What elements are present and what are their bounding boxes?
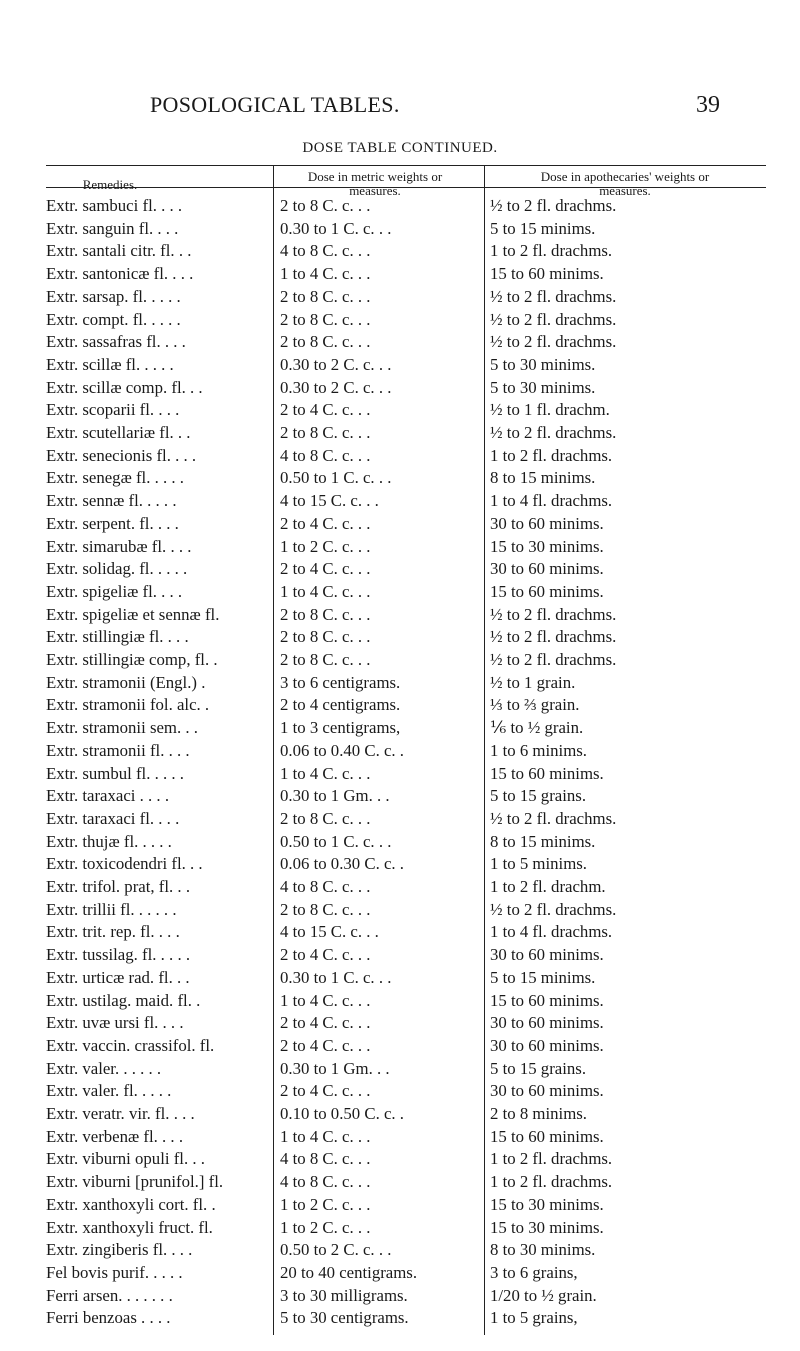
- table-row: [0, 1172, 800, 1192]
- table-row: [0, 1195, 800, 1215]
- table-title: DOSE TABLE CONTINUED.: [302, 140, 498, 156]
- metric-dose-cell: 2 to 4 centigrams.: [280, 695, 401, 715]
- running-title: POSOLOGICAL TABLES.: [150, 92, 400, 117]
- top-rule: [46, 165, 766, 166]
- running-header: [150, 92, 720, 119]
- apothecary-dose-cell: 2 to 8 minims.: [490, 1104, 587, 1123]
- table-row: [0, 514, 800, 534]
- remedy-cell: Extr. toxicodendri fl. . .: [46, 854, 203, 874]
- apothecary-dose-cell: ½ to 2 fl. drachms.: [490, 899, 617, 919]
- remedy-cell: Extr. scoparii fl. . . .: [46, 400, 180, 420]
- metric-dose-cell: 1 to 3 centigrams,: [280, 718, 401, 738]
- metric-dose-cell: 0.50 to 1 C. c. . .: [280, 831, 392, 851]
- apothecary-dose-cell: 15 to 60 minims.: [490, 990, 604, 1010]
- table-row: [0, 1081, 800, 1101]
- remedy-cell: Ferri arsen. . . . . . .: [46, 1285, 173, 1305]
- metric-dose-cell: 2 to 8 C. c. . .: [280, 423, 371, 442]
- apothecary-dose-cell: 15 to 60 minims.: [490, 1126, 604, 1146]
- apothecary-dose-cell: 30 to 60 minims.: [490, 945, 604, 965]
- metric-dose-cell: 3 to 30 milligrams.: [280, 1285, 408, 1305]
- metric-dose-cell: 0.30 to 1 Gm. . .: [280, 786, 390, 806]
- remedy-cell: Extr. sarsap. fl. . . . .: [46, 286, 181, 306]
- apothecary-dose-cell: 1 to 2 fl. drachms.: [490, 241, 613, 261]
- table-row: [0, 537, 800, 557]
- remedy-cell: Extr. sassafras fl. . . .: [46, 332, 186, 352]
- metric-dose-cell: 1 to 4 C. c. . .: [280, 264, 371, 284]
- remedy-cell: Extr. senecionis fl. . . .: [46, 445, 197, 465]
- remedy-cell: Extr. serpent. fl. . . .: [46, 513, 179, 533]
- table-row: [0, 559, 800, 579]
- apothecary-dose-cell: 30 to 60 minims.: [490, 513, 604, 533]
- table-row: [0, 991, 800, 1011]
- table-row: [0, 764, 800, 784]
- apothecary-dose-cell: 5 to 15 grains.: [490, 786, 587, 806]
- apothecary-dose-cell: ½ to 1 grain.: [490, 672, 576, 692]
- metric-dose-cell: 2 to 8 C. c. . .: [280, 650, 371, 669]
- apothecary-dose-cell: 8 to 15 minims.: [490, 468, 596, 488]
- apothecary-dose-cell: 1 to 2 fl. drachm.: [490, 877, 606, 896]
- metric-dose-cell: 20 to 40 centigrams.: [280, 1262, 418, 1282]
- table-row: [0, 196, 800, 216]
- remedy-cell: Extr. simarubæ fl. . . .: [46, 536, 192, 556]
- remedy-cell: Extr. stramonii fl. . . .: [46, 740, 190, 760]
- table-row: [0, 605, 800, 625]
- table-row: [0, 900, 800, 920]
- table-row: [0, 310, 800, 330]
- metric-dose-cell: 1 to 4 C. c. . .: [280, 1126, 371, 1146]
- remedy-cell: Extr. sennæ fl. . . . .: [46, 491, 177, 511]
- remedy-cell: Extr. santonicæ fl. . . .: [46, 264, 194, 284]
- header-metric: Dose in metric weights or measures.: [307, 169, 443, 198]
- remedy-cell: Extr. trillii fl. . . . . .: [46, 899, 177, 919]
- table-row: [0, 400, 800, 420]
- table-row: [0, 332, 800, 352]
- apothecary-dose-cell: 15 to 60 minims.: [490, 581, 604, 601]
- table-row: [0, 877, 800, 897]
- remedy-cell: Extr. taraxaci fl. . . .: [46, 808, 180, 828]
- apothecary-dose-cell: 1 to 2 fl. drachms.: [490, 445, 613, 465]
- table-row: [0, 1286, 800, 1306]
- table-row: [0, 1308, 800, 1328]
- remedy-cell: Extr. spigeliæ et sennæ fl.: [46, 604, 220, 624]
- metric-dose-cell: 2 to 8 C. c. . .: [280, 808, 371, 828]
- metric-dose-cell: 0.30 to 1 Gm. . .: [280, 1058, 390, 1078]
- remedy-cell: Extr. valer. . . . . .: [46, 1058, 162, 1078]
- metric-dose-cell: 3 to 6 centigrams.: [280, 672, 401, 692]
- page-number: 39: [696, 92, 720, 118]
- apothecary-dose-cell: ½ to 2 fl. drachms.: [490, 286, 617, 306]
- metric-dose-cell: 0.30 to 1 C. c. . .: [280, 967, 392, 987]
- apothecary-dose-cell: 5 to 30 minims.: [490, 377, 596, 397]
- metric-dose-cell: 4 to 8 C. c. . .: [280, 1149, 371, 1169]
- apothecary-dose-cell: ⅓ to ⅔ grain.: [490, 695, 580, 715]
- metric-dose-cell: 0.50 to 1 C. c. . .: [280, 468, 392, 488]
- metric-dose-cell: 1 to 2 C. c. . .: [280, 536, 371, 556]
- remedy-cell: Extr. xanthoxyli cort. fl. .: [46, 1194, 216, 1214]
- remedy-cell: Extr. senegæ fl. . . . .: [46, 468, 184, 488]
- remedy-cell: Extr. trifol. prat, fl. . .: [46, 877, 191, 896]
- remedy-cell: Extr. thujæ fl. . . . .: [46, 831, 172, 851]
- remedy-cell: Extr. stramonii sem. . .: [46, 718, 198, 738]
- metric-dose-cell: 2 to 8 C. c. . .: [280, 627, 371, 647]
- metric-dose-cell: 1 to 4 C. c. . .: [280, 581, 371, 601]
- apothecary-dose-cell: ½ to 2 fl. drachms.: [490, 604, 617, 624]
- metric-dose-cell: 2 to 4 C. c. . .: [280, 1013, 371, 1033]
- metric-dose-cell: 0.30 to 1 C. c. . .: [280, 218, 392, 238]
- table-row: [0, 695, 800, 715]
- apothecary-dose-cell: 5 to 15 minims.: [490, 218, 596, 238]
- header-apothecaries: Dose in apothecaries' weights or measures.: [540, 169, 710, 198]
- metric-dose-cell: 1 to 2 C. c. . .: [280, 1194, 371, 1214]
- table-row: [0, 1149, 800, 1169]
- table-row: [0, 809, 800, 829]
- table-row: [0, 1263, 800, 1283]
- apothecary-dose-cell: 8 to 30 minims.: [490, 1240, 596, 1260]
- apothecary-dose-cell: 30 to 60 minims.: [490, 559, 604, 579]
- metric-dose-cell: 2 to 4 C. c. . .: [280, 1035, 371, 1055]
- remedy-cell: Extr. vaccin. crassifol. fl.: [46, 1035, 215, 1055]
- table-row: [0, 468, 800, 488]
- remedy-cell: Extr. sanguin fl. . . .: [46, 218, 179, 238]
- metric-dose-cell: 2 to 8 C. c. . .: [280, 286, 371, 306]
- table-row: [0, 264, 800, 284]
- apothecary-dose-cell: 15 to 60 minims.: [490, 763, 604, 783]
- apothecary-dose-cell: 15 to 30 minims.: [490, 1194, 604, 1214]
- table-row: [0, 832, 800, 852]
- table-row: [0, 355, 800, 375]
- table-row: [0, 1013, 800, 1033]
- metric-dose-cell: 2 to 4 C. c. . .: [280, 945, 371, 965]
- apothecary-dose-cell: ⅙ to ½ grain.: [490, 718, 584, 738]
- metric-dose-cell: 4 to 15 C. c. . .: [280, 491, 379, 511]
- remedy-cell: Extr. trit. rep. fl. . . .: [46, 922, 180, 942]
- apothecary-dose-cell: 30 to 60 minims.: [490, 1013, 604, 1033]
- table-row: [0, 1127, 800, 1147]
- apothecary-dose-cell: ½ to 2 fl. drachms.: [490, 627, 617, 647]
- remedy-cell: Extr. urticæ rad. fl. . .: [46, 967, 190, 987]
- apothecary-dose-cell: ½ to 2 fl. drachms.: [490, 196, 617, 215]
- apothecary-dose-cell: 30 to 60 minims.: [490, 1081, 604, 1101]
- metric-dose-cell: 2 to 4 C. c. . .: [280, 1081, 371, 1101]
- metric-dose-cell: 2 to 8 C. c. . .: [280, 899, 371, 919]
- table-row: [0, 968, 800, 988]
- apothecary-dose-cell: ½ to 2 fl. drachms.: [490, 309, 617, 329]
- table-row: [0, 287, 800, 307]
- table-row: [0, 241, 800, 261]
- table-row: [0, 446, 800, 466]
- remedy-cell: Extr. scillæ comp. fl. . .: [46, 377, 203, 397]
- metric-dose-cell: 4 to 8 C. c. . .: [280, 877, 371, 896]
- metric-dose-cell: 0.50 to 2 C. c. . .: [280, 1240, 392, 1260]
- remedy-cell: Extr. verbenæ fl. . . .: [46, 1126, 184, 1146]
- table-row: [0, 491, 800, 511]
- remedy-cell: Extr. taraxaci . . . .: [46, 786, 170, 806]
- remedy-cell: Extr. zingiberis fl. . . .: [46, 1240, 193, 1260]
- metric-dose-cell: 2 to 8 C. c. . .: [280, 309, 371, 329]
- table-row: [0, 650, 800, 670]
- metric-dose-cell: 2 to 4 C. c. . .: [280, 559, 371, 579]
- remedy-cell: Extr. valer. fl. . . . .: [46, 1081, 172, 1101]
- metric-dose-cell: 4 to 8 C. c. . .: [280, 1172, 371, 1192]
- metric-dose-cell: 1 to 2 C. c. . .: [280, 1217, 371, 1237]
- apothecary-dose-cell: 5 to 30 minims.: [490, 354, 596, 374]
- apothecary-dose-cell: 1 to 2 fl. drachms.: [490, 1149, 613, 1169]
- remedy-cell: Extr. ustilag. maid. fl. .: [46, 990, 201, 1010]
- apothecary-dose-cell: 1 to 4 fl. drachms.: [490, 491, 613, 511]
- remedy-cell: Extr. xanthoxyli fruct. fl.: [46, 1217, 213, 1237]
- table-row: [0, 378, 800, 398]
- table-row: [0, 423, 800, 443]
- remedy-cell: Extr. stillingiæ comp, fl. .: [46, 650, 218, 669]
- table-row: [0, 1104, 800, 1124]
- table-row: [0, 219, 800, 239]
- table-row: [0, 1036, 800, 1056]
- apothecary-dose-cell: 15 to 30 minims.: [490, 1217, 604, 1237]
- apothecary-dose-cell: 5 to 15 minims.: [490, 967, 596, 987]
- metric-dose-cell: 2 to 8 C. c. . .: [280, 332, 371, 352]
- apothecary-dose-cell: 1 to 2 fl. drachms.: [490, 1172, 613, 1192]
- remedy-cell: Extr. stramonii fol. alc. .: [46, 695, 210, 715]
- apothecary-dose-cell: 30 to 60 minims.: [490, 1035, 604, 1055]
- remedy-cell: Extr. stramonii (Engl.) .: [46, 672, 206, 692]
- remedy-cell: Extr. sambuci fl. . . .: [46, 196, 183, 215]
- metric-dose-cell: 4 to 15 C. c. . .: [280, 922, 379, 942]
- remedy-cell: Extr. santali citr. fl. . .: [46, 241, 192, 261]
- metric-dose-cell: 2 to 4 C. c. . .: [280, 400, 371, 420]
- apothecary-dose-cell: 8 to 15 minims.: [490, 831, 596, 851]
- remedy-cell: Extr. scutellariæ fl. . .: [46, 423, 191, 442]
- remedy-cell: Extr. tussilag. fl. . . . .: [46, 945, 191, 965]
- apothecary-dose-cell: ½ to 2 fl. drachms.: [490, 332, 617, 352]
- remedy-cell: Fel bovis purif. . . . .: [46, 1262, 183, 1282]
- table-row: [0, 627, 800, 647]
- remedy-cell: Extr. viburni [prunifol.] fl.: [46, 1172, 224, 1192]
- metric-dose-cell: 1 to 4 C. c. . .: [280, 763, 371, 783]
- metric-dose-cell: 0.10 to 0.50 C. c. .: [280, 1104, 404, 1123]
- apothecary-dose-cell: ½ to 2 fl. drachms.: [490, 650, 617, 669]
- remedy-cell: Extr. spigeliæ fl. . . .: [46, 581, 183, 601]
- table-row: [0, 922, 800, 942]
- apothecary-dose-cell: 15 to 30 minims.: [490, 536, 604, 556]
- metric-dose-cell: 5 to 30 centigrams.: [280, 1308, 409, 1328]
- remedy-cell: Extr. compt. fl. . . . .: [46, 309, 181, 329]
- metric-dose-cell: 0.30 to 2 C. c. . .: [280, 354, 392, 374]
- apothecary-dose-cell: 1 to 4 fl. drachms.: [490, 922, 613, 942]
- remedy-cell: Extr. sumbul fl. . . . .: [46, 763, 184, 783]
- table-row: [0, 1059, 800, 1079]
- metric-dose-cell: 0.06 to 0.30 C. c. .: [280, 854, 404, 874]
- metric-dose-cell: 4 to 8 C. c. . .: [280, 445, 371, 465]
- table-row: [0, 718, 800, 738]
- apothecary-dose-cell: 1/20 to ½ grain.: [490, 1285, 597, 1305]
- table-row: [0, 741, 800, 761]
- apothecary-dose-cell: ½ to 1 fl. drachm.: [490, 400, 610, 420]
- metric-dose-cell: 2 to 8 C. c. . .: [280, 604, 371, 624]
- apothecary-dose-cell: 5 to 15 grains.: [490, 1058, 587, 1078]
- apothecary-dose-cell: 1 to 5 minims.: [490, 854, 587, 874]
- remedy-cell: Extr. stillingiæ fl. . . .: [46, 627, 189, 647]
- remedy-cell: Ferri benzoas . . . .: [46, 1308, 171, 1328]
- remedy-cell: Extr. scillæ fl. . . . .: [46, 354, 174, 374]
- apothecary-dose-cell: 3 to 6 grains,: [490, 1262, 578, 1282]
- metric-dose-cell: 2 to 4 C. c. . .: [280, 513, 371, 533]
- header-remedies: Remedies.: [82, 177, 138, 192]
- remedy-cell: Extr. veratr. vir. fl. . . .: [46, 1104, 195, 1123]
- metric-dose-cell: 0.30 to 2 C. c. . .: [280, 377, 392, 397]
- apothecary-dose-cell: 15 to 60 minims.: [490, 264, 604, 284]
- remedy-cell: Extr. uvæ ursi fl. . . .: [46, 1013, 184, 1033]
- apothecary-dose-cell: ½ to 2 fl. drachms.: [490, 808, 617, 828]
- table-row: [0, 945, 800, 965]
- apothecary-dose-cell: 1 to 6 minims.: [490, 740, 587, 760]
- remedy-cell: Extr. solidag. fl. . . . .: [46, 559, 188, 579]
- table-row: [0, 854, 800, 874]
- table-row: [0, 1240, 800, 1260]
- metric-dose-cell: 4 to 8 C. c. . .: [280, 241, 371, 261]
- metric-dose-cell: 2 to 8 C. c. . .: [280, 196, 371, 215]
- table-row: [0, 1218, 800, 1238]
- table-row: [0, 582, 800, 602]
- apothecary-dose-cell: 1 to 5 grains,: [490, 1308, 578, 1328]
- apothecary-dose-cell: ½ to 2 fl. drachms.: [490, 423, 617, 442]
- table-row: [0, 786, 800, 806]
- table-row: [0, 673, 800, 693]
- metric-dose-cell: 1 to 4 C. c. . .: [280, 990, 371, 1010]
- remedy-cell: Extr. viburni opuli fl. . .: [46, 1149, 205, 1169]
- metric-dose-cell: 0.06 to 0.40 C. c. .: [280, 740, 404, 760]
